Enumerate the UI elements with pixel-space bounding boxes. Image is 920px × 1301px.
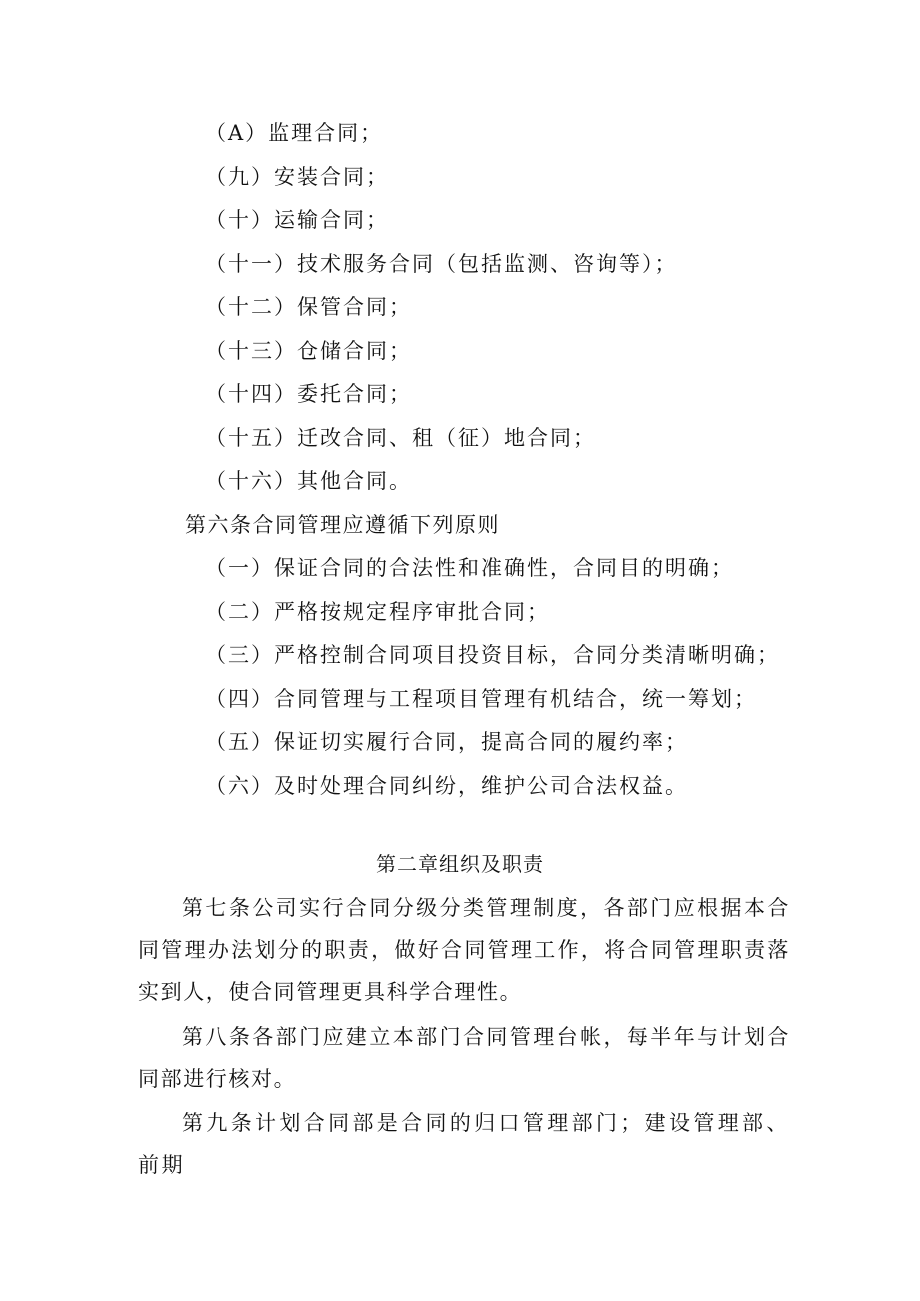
list-item-warehousing-contract: （十三）仓储合同； bbox=[205, 339, 412, 363]
article-6-principle-3: （三）严格控制合同项目投资目标，合同分类清晰明确； bbox=[205, 643, 780, 667]
article-6-principle-4: （四）合同管理与工程项目管理有机结合，统一筹划； bbox=[205, 687, 757, 711]
article-6-principle-1: （一）保证合同的合法性和准确性，合同目的明确； bbox=[205, 556, 734, 580]
list-item-technical-service-contract: （十一）技术服务合同（包括监测、咨询等）； bbox=[205, 252, 678, 276]
article-9-paragraph: 第九条计划合同部是合同的归口管理部门；建设管理部、前期 bbox=[138, 1111, 790, 1177]
article-6-principle-6: （六）及时处理合同纠纷，维护公司合法权益。 bbox=[205, 774, 688, 798]
list-item-other-contract: （十六）其他合同。 bbox=[205, 469, 412, 493]
list-item-transport-contract: （十）运输合同； bbox=[205, 208, 389, 232]
article-8-paragraph: 第八条各部门应建立本部门合同管理台帐，每半年与计划合同部进行核对。 bbox=[138, 1025, 790, 1091]
list-item-custody-contract: （十二）保管合同； bbox=[205, 295, 412, 319]
chapter-2-title: 第二章组织及职责 bbox=[376, 852, 544, 876]
article-6-principle-2: （二）严格按规定程序审批合同； bbox=[205, 600, 550, 624]
article-6-heading: 第六条合同管理应遵循下列原则 bbox=[185, 513, 500, 537]
article-7-paragraph: 第七条公司实行合同分级分类管理制度，各部门应根据本合同管理办法划分的职责，做好合同管理工作，将合同管理职责落实到人，使合同管理更具科学合理性。 bbox=[138, 896, 790, 1004]
list-item-installation-contract: （九）安装合同； bbox=[205, 165, 389, 189]
list-item-supervision-contract: （A）监理合同； bbox=[205, 121, 384, 145]
list-item-relocation-land-contract: （十五）迁改合同、租（征）地合同； bbox=[205, 426, 596, 450]
article-6-principle-5: （五）保证切实履行合同，提高合同的履约率； bbox=[205, 730, 688, 754]
list-item-entrustment-contract: （十四）委托合同； bbox=[205, 382, 412, 406]
